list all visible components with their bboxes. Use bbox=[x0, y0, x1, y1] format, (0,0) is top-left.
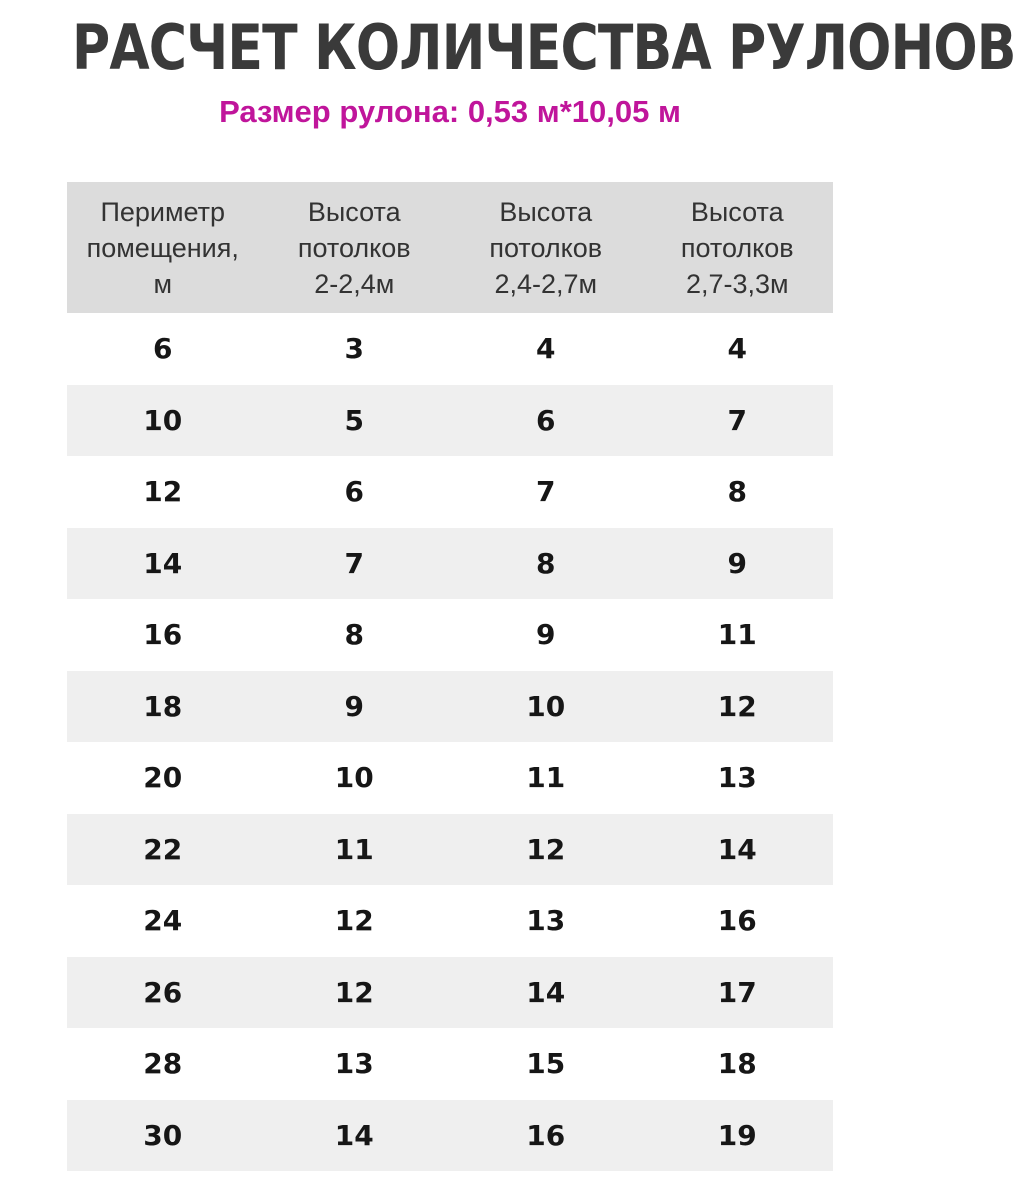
table-cell: 16 bbox=[717, 904, 757, 938]
table-row bbox=[67, 885, 833, 957]
table-cell: 12 bbox=[334, 904, 374, 938]
table-cell: 6 bbox=[344, 475, 364, 509]
table-cell: 6 bbox=[536, 403, 556, 437]
table-cell: 17 bbox=[717, 975, 757, 1009]
table-cell: 26 bbox=[143, 975, 183, 1009]
table-cell: 13 bbox=[334, 1047, 374, 1081]
table-cell: 18 bbox=[143, 689, 183, 723]
table-cell: 12 bbox=[526, 832, 566, 866]
table-cell: 16 bbox=[526, 1118, 566, 1152]
table-row bbox=[67, 599, 833, 671]
table-cell: 18 bbox=[717, 1047, 757, 1081]
table-row bbox=[67, 742, 833, 814]
table-row bbox=[67, 671, 833, 743]
table-cell: 16 bbox=[143, 618, 183, 652]
table-cell: 30 bbox=[143, 1118, 183, 1152]
table-cell: 8 bbox=[344, 618, 364, 652]
table-cell: 13 bbox=[526, 904, 566, 938]
table-row bbox=[67, 528, 833, 600]
table-cell: 8 bbox=[727, 475, 747, 509]
table-cell: 14 bbox=[526, 975, 566, 1009]
table-row bbox=[67, 1100, 833, 1172]
table-row bbox=[67, 957, 833, 1029]
table-row bbox=[67, 313, 833, 385]
header-height-2-7-3-3: Высота потолков 2,7-3,3м bbox=[680, 196, 794, 299]
table-cell: 10 bbox=[143, 403, 183, 437]
table-cell: 14 bbox=[334, 1118, 374, 1152]
table-cell: 12 bbox=[717, 689, 757, 723]
table-cell: 4 bbox=[727, 332, 747, 366]
header-height-2-2-4: Высота потолков 2-2,4м bbox=[297, 196, 411, 299]
table-cell: 11 bbox=[717, 618, 757, 652]
table-cell: 13 bbox=[717, 761, 757, 795]
table-cell: 3 bbox=[344, 332, 364, 366]
rolls-table bbox=[67, 182, 833, 1171]
table-cell: 12 bbox=[334, 975, 374, 1009]
table-cell: 19 bbox=[717, 1118, 757, 1152]
table-cell: 8 bbox=[536, 546, 556, 580]
table-cell: 10 bbox=[526, 689, 566, 723]
roll-size-subtitle: Размер рулона: 0,53 м*10,05 м bbox=[219, 94, 681, 129]
table-cell: 9 bbox=[344, 689, 364, 723]
header-perimeter: Периметр помещения, м bbox=[86, 196, 239, 299]
table-cell: 22 bbox=[143, 832, 183, 866]
table-cell: 20 bbox=[143, 761, 183, 795]
table-row bbox=[67, 456, 833, 528]
table-cell: 10 bbox=[334, 761, 374, 795]
table-row bbox=[67, 1028, 833, 1100]
table-cell: 11 bbox=[526, 761, 566, 795]
table-cell: 14 bbox=[143, 546, 183, 580]
page-title: РАСЧЕТ КОЛИЧЕСТВА РУЛОНОВ bbox=[72, 11, 1016, 84]
table-cell: 9 bbox=[536, 618, 556, 652]
table-cell: 28 bbox=[143, 1047, 183, 1081]
table-header-row bbox=[67, 182, 833, 313]
table-cell: 4 bbox=[536, 332, 556, 366]
table-cell: 7 bbox=[344, 546, 364, 580]
table-cell: 12 bbox=[143, 475, 183, 509]
table-cell: 6 bbox=[153, 332, 173, 366]
table-cell: 15 bbox=[526, 1047, 566, 1081]
table-row bbox=[67, 814, 833, 886]
table-cell: 7 bbox=[536, 475, 556, 509]
table-cell: 5 bbox=[344, 403, 364, 437]
table-row bbox=[67, 385, 833, 457]
table-cell: 24 bbox=[143, 904, 183, 938]
table-cell: 14 bbox=[717, 832, 757, 866]
table-cell: 9 bbox=[727, 546, 747, 580]
table-cell: 11 bbox=[334, 832, 374, 866]
table-cell: 7 bbox=[727, 403, 747, 437]
header-height-2-4-2-7: Высота потолков 2,4-2,7м bbox=[489, 196, 603, 299]
